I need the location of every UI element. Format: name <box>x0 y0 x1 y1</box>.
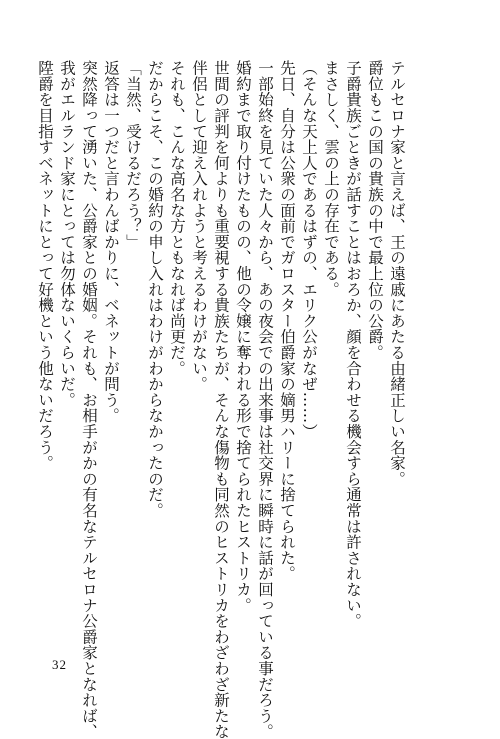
text-line: 一部始終を見ていた人々から、あの夜会での出来事は社交界に瞬時に話が回っている事だろう。 <box>256 60 274 739</box>
text-line: 爵位もこの国の貴族の中で最上位の公爵。 <box>366 60 384 361</box>
page-number: 32 <box>52 657 67 672</box>
text-line: 子爵貴族ごときが話すことはおろか、顔を合わせる機会すら通常は許されない。 <box>344 60 362 629</box>
text-line: まさしく、雲の上の存在である。 <box>322 60 340 297</box>
text-line: 陞爵を目指すベネットにとって好機という他ないだろう。 <box>36 60 54 471</box>
text-line: 伴侶として迎え入れようと考えるわけがない。 <box>190 60 208 392</box>
text-line: テルセロナ家と言えば、王の遠戚にあたる由緒正しい名家。 <box>388 60 406 487</box>
text-line: 婚約まで取り付けたものの、他の令嬢に奪われる形で捨てられたヒストリカ。 <box>234 60 252 613</box>
text-line: 突然降って湧いた、公爵家との婚姻。それも、お相手がかの有名なテルセロナ公爵家となれば、 <box>80 60 98 739</box>
text-line: 我がエルランド家にとっては勿体ないくらいだ。 <box>58 60 76 408</box>
text-line: 返答は一つだと言わんばかりに、ベネットが問う。 <box>102 60 120 424</box>
text-line: （そんな天上人であるはずの、エリク公がなぜ……） <box>300 60 318 440</box>
text-line: それも、こんな高名な方ともなれば尚更だ。 <box>168 60 186 376</box>
text-line: 世間の評判を何よりも重要視する貴族たちが、そんな傷物も同然のヒストリカをわざわざ新たな <box>212 60 230 739</box>
text-line: だからこそ、この婚約の申し入れはわけがわからなかったのだ。 <box>146 60 164 519</box>
text-line: 先日、自分は公衆の面前でガロスター伯爵家の嫡男ハリーに捨てられた。 <box>278 60 296 582</box>
text-line: 「当然、受けるだろう？」 <box>124 60 142 250</box>
